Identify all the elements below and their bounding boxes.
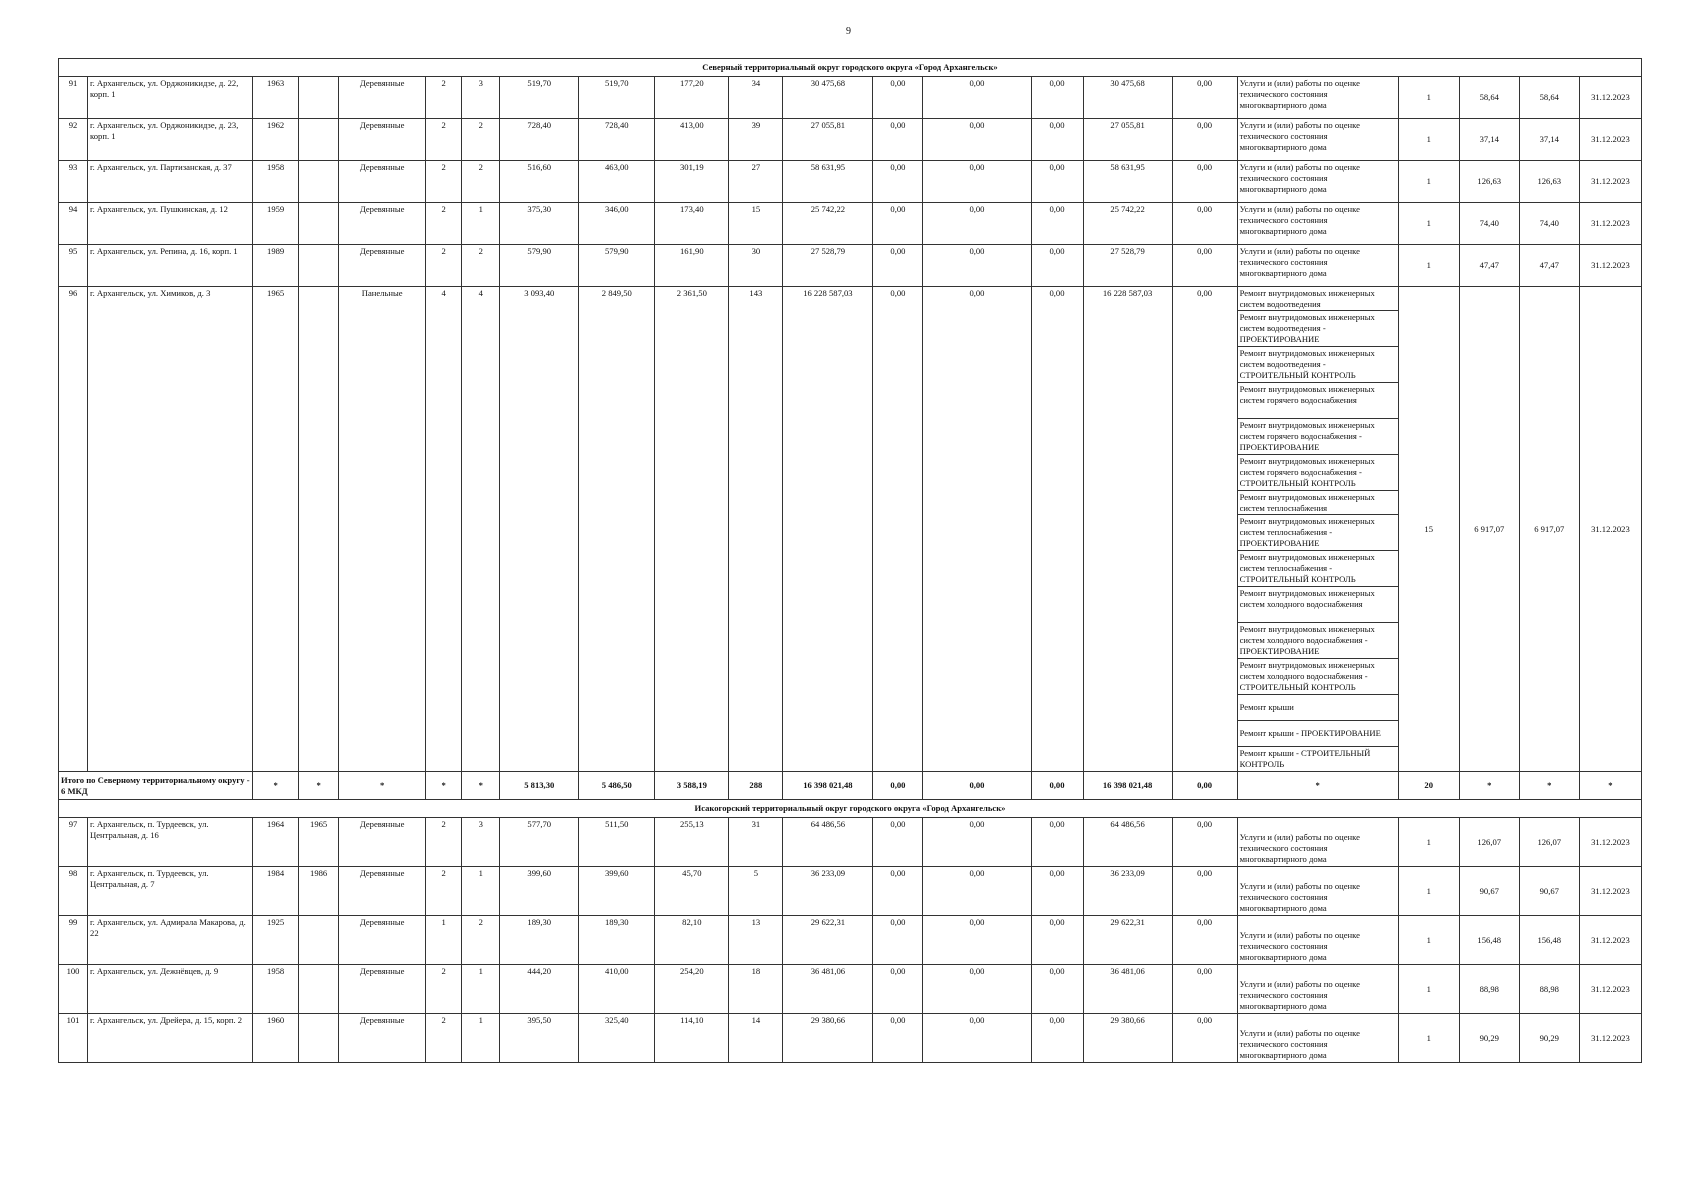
cell-unit-cost: 37,14 [1459, 119, 1519, 161]
cell-unit-cost: 126,63 [1459, 161, 1519, 203]
cell-fund-other: 0,00 [1172, 203, 1237, 245]
cell-fund-reg: 0,00 [923, 287, 1031, 772]
cell-cost-total: 29 380,66 [783, 1014, 873, 1063]
cell-area-res: 728,40 [579, 119, 655, 161]
cell-year-built: 1962 [253, 119, 299, 161]
work-item: Ремонт внутридомовых инженерных систем холодного водоснабжения - ПРОЕКТИРОВАНИЕ [1238, 623, 1398, 659]
total-c3: * [299, 772, 339, 800]
cell-cost-total: 27 055,81 [783, 119, 873, 161]
cell-max-cost: 47,47 [1519, 245, 1579, 287]
cell-fund-owners: 25 742,22 [1083, 203, 1172, 245]
work-item: Ремонт внутридомовых инженерных систем горячего водоснабжения - СТРОИТЕЛЬНЫЙ КОНТРОЛЬ [1238, 455, 1398, 491]
cell-fund-other: 0,00 [1172, 245, 1237, 287]
cell-year-reno [299, 77, 339, 119]
cell-residents: 14 [729, 1014, 783, 1063]
cell-walls: Деревянные [339, 77, 426, 119]
cell-residents: 18 [729, 965, 783, 1014]
cell-fund-reg: 0,00 [923, 916, 1031, 965]
cell-deadline: 31.12.2023 [1579, 245, 1641, 287]
cell-year-built: 1959 [253, 203, 299, 245]
cell-floors: 2 [426, 119, 462, 161]
cell-fund-fond: 0,00 [873, 867, 923, 916]
total-unit-cost: * [1459, 772, 1519, 800]
cell-address: г. Архангельск, ул. Адмирала Макарова, д. 22 [88, 916, 253, 965]
cell-entrances: 1 [462, 965, 500, 1014]
cell-area-total: 519,70 [500, 77, 579, 119]
total-deadline: * [1579, 772, 1641, 800]
cell-fund-fond: 0,00 [873, 161, 923, 203]
cell-address: г. Архангельск, ул. Дежнёвцев, д. 9 [88, 965, 253, 1014]
cell-works: Услуги и (или) работы по оценке технического состояния многоквартирного дома [1237, 965, 1398, 1014]
cell-cost-total: 64 486,56 [783, 818, 873, 867]
cell-walls: Деревянные [339, 965, 426, 1014]
cell-area-res: 325,40 [579, 1014, 655, 1063]
cell-walls: Деревянные [339, 818, 426, 867]
cell-area-res: 399,60 [579, 867, 655, 916]
cell-max-cost: 156,48 [1519, 916, 1579, 965]
cell-area-res: 579,90 [579, 245, 655, 287]
cell-deadline: 31.12.2023 [1579, 1014, 1641, 1063]
cell-year-reno [299, 965, 339, 1014]
total-max-cost: * [1519, 772, 1579, 800]
cell-works-count: 1 [1398, 867, 1459, 916]
work-item: Ремонт внутридомовых инженерных систем водоотведения [1238, 287, 1398, 311]
cell-fund-fond: 0,00 [873, 119, 923, 161]
table-row [59, 161, 1642, 203]
cell-year-built: 1984 [253, 867, 299, 916]
cell-floors: 2 [426, 203, 462, 245]
total-row [59, 772, 1642, 800]
cell-works-count: 1 [1398, 161, 1459, 203]
cell-year-reno [299, 245, 339, 287]
cell-works [1237, 287, 1398, 772]
table-row [59, 245, 1642, 287]
cell-fund-fond: 0,00 [873, 916, 923, 965]
cell-works-count: 1 [1398, 203, 1459, 245]
cell-walls: Панельные [339, 287, 426, 772]
cell-year-reno [299, 916, 339, 965]
cell-deadline: 31.12.2023 [1579, 287, 1641, 772]
work-item: Ремонт крыши - СТРОИТЕЛЬНЫЙ КОНТРОЛЬ [1239, 748, 1371, 769]
cell-fund-other: 0,00 [1172, 287, 1237, 772]
cell-fund-mun: 0,00 [1031, 818, 1083, 867]
work-item: Ремонт внутридомовых инженерных систем водоотведения - ПРОЕКТИРОВАНИЕ [1238, 311, 1398, 347]
cell-area-live: 413,00 [655, 119, 729, 161]
cell-fund-owners: 36 481,06 [1083, 965, 1172, 1014]
cell-unit-cost: 47,47 [1459, 245, 1519, 287]
total-area-total: 5 813,30 [500, 772, 579, 800]
cell-residents: 30 [729, 245, 783, 287]
cell-floors: 2 [426, 818, 462, 867]
table-row [59, 77, 1642, 119]
cell-cost-total: 36 481,06 [783, 965, 873, 1014]
cell-fund-owners: 16 228 587,03 [1083, 287, 1172, 772]
cell-address: г. Архангельск, п. Турдеевск, ул. Центральная, д. 7 [88, 867, 253, 916]
cell-fund-other: 0,00 [1172, 77, 1237, 119]
cell-cost-total: 16 228 587,03 [783, 287, 873, 772]
cell-address: г. Архангельск, ул. Пушкинская, д. 12 [88, 203, 253, 245]
cell-fund-other: 0,00 [1172, 916, 1237, 965]
cell-floors: 2 [426, 245, 462, 287]
cell-area-total: 444,20 [500, 965, 579, 1014]
cell-works: Услуги и (или) работы по оценке технического состояния многоквартирного дома [1237, 203, 1398, 245]
cell-n: 92 [59, 119, 88, 161]
cell-area-total: 577,70 [500, 818, 579, 867]
cell-fund-reg: 0,00 [923, 1014, 1031, 1063]
cell-area-res: 410,00 [579, 965, 655, 1014]
cell-fund-mun: 0,00 [1031, 1014, 1083, 1063]
cell-area-res: 511,50 [579, 818, 655, 867]
cell-fund-fond: 0,00 [873, 965, 923, 1014]
cell-works-count: 1 [1398, 245, 1459, 287]
cell-unit-cost: 156,48 [1459, 916, 1519, 965]
cell-area-live: 173,40 [655, 203, 729, 245]
cell-area-live: 161,90 [655, 245, 729, 287]
cell-year-built: 1965 [253, 287, 299, 772]
cell-unit-cost: 6 917,07 [1459, 287, 1519, 772]
cell-fund-reg: 0,00 [923, 203, 1031, 245]
cell-max-cost: 74,40 [1519, 203, 1579, 245]
cell-works: Услуги и (или) работы по оценке технического состояния многоквартирного дома [1237, 1014, 1398, 1063]
cell-deadline: 31.12.2023 [1579, 119, 1641, 161]
cell-floors: 2 [426, 161, 462, 203]
cell-fund-mun: 0,00 [1031, 287, 1083, 772]
cell-year-built: 1989 [253, 245, 299, 287]
page-number: 9 [846, 26, 851, 37]
cell-area-total: 728,40 [500, 119, 579, 161]
cell-works: Услуги и (или) работы по оценке технического состояния многоквартирного дома [1237, 77, 1398, 119]
cell-area-live: 114,10 [655, 1014, 729, 1063]
cell-works-count: 15 [1398, 287, 1459, 772]
cell-n: 93 [59, 161, 88, 203]
cell-year-built: 1958 [253, 161, 299, 203]
cell-fund-fond: 0,00 [873, 203, 923, 245]
cell-entrances: 2 [462, 119, 500, 161]
cell-year-reno: 1965 [299, 818, 339, 867]
cell-walls: Деревянные [339, 161, 426, 203]
cell-fund-mun: 0,00 [1031, 119, 1083, 161]
total-residents: 288 [729, 772, 783, 800]
cell-entrances: 2 [462, 916, 500, 965]
cell-fund-mun: 0,00 [1031, 203, 1083, 245]
cell-fund-mun: 0,00 [1031, 916, 1083, 965]
cell-year-built: 1925 [253, 916, 299, 965]
cell-fund-reg: 0,00 [923, 245, 1031, 287]
cell-address: г. Архангельск, ул. Орджоникидзе, д. 23, корп. 1 [88, 119, 253, 161]
cell-area-total: 395,50 [500, 1014, 579, 1063]
cell-year-built: 1963 [253, 77, 299, 119]
cell-year-reno [299, 203, 339, 245]
cell-walls: Деревянные [339, 867, 426, 916]
cell-walls: Деревянные [339, 119, 426, 161]
cell-works-count: 1 [1398, 1014, 1459, 1063]
cell-entrances: 3 [462, 818, 500, 867]
work-item: Ремонт внутридомовых инженерных систем теплоснабжения - СТРОИТЕЛЬНЫЙ КОНТРОЛЬ [1238, 551, 1398, 587]
cell-year-reno [299, 119, 339, 161]
cell-residents: 39 [729, 119, 783, 161]
cell-fund-owners: 27 528,79 [1083, 245, 1172, 287]
cell-walls: Деревянные [339, 245, 426, 287]
cell-n: 101 [59, 1014, 88, 1063]
cell-max-cost: 90,67 [1519, 867, 1579, 916]
cell-walls: Деревянные [339, 1014, 426, 1063]
cell-works-count: 1 [1398, 77, 1459, 119]
cell-fund-reg: 0,00 [923, 818, 1031, 867]
cell-works-count: 1 [1398, 818, 1459, 867]
cell-n: 94 [59, 203, 88, 245]
cell-fund-other: 0,00 [1172, 1014, 1237, 1063]
cell-entrances: 3 [462, 77, 500, 119]
cell-works: Услуги и (или) работы по оценке технического состояния многоквартирного дома [1237, 119, 1398, 161]
cell-max-cost: 90,29 [1519, 1014, 1579, 1063]
cell-fund-mun: 0,00 [1031, 77, 1083, 119]
cell-entrances: 1 [462, 867, 500, 916]
cell-entrances: 1 [462, 203, 500, 245]
cell-fund-other: 0,00 [1172, 965, 1237, 1014]
cell-year-reno: 1986 [299, 867, 339, 916]
total-fund-fond: 0,00 [873, 772, 923, 800]
cell-area-total: 399,60 [500, 867, 579, 916]
total-fund-mun: 0,00 [1031, 772, 1083, 800]
cell-area-res: 463,00 [579, 161, 655, 203]
work-item: Ремонт внутридомовых инженерных систем теплоснабжения [1238, 491, 1398, 515]
cell-works-count: 1 [1398, 119, 1459, 161]
cell-fund-reg: 0,00 [923, 867, 1031, 916]
cell-max-cost: 58,64 [1519, 77, 1579, 119]
cell-cost-total: 58 631,95 [783, 161, 873, 203]
cell-max-cost: 37,14 [1519, 119, 1579, 161]
cell-fund-owners: 36 233,09 [1083, 867, 1172, 916]
cell-area-live: 82,10 [655, 916, 729, 965]
cell-address: г. Архангельск, п. Турдеевск, ул. Центральная, д. 16 [88, 818, 253, 867]
total-works-count: 20 [1398, 772, 1459, 800]
cell-unit-cost: 58,64 [1459, 77, 1519, 119]
cell-floors: 2 [426, 965, 462, 1014]
table-row [59, 867, 1642, 916]
cell-entrances: 4 [462, 287, 500, 772]
cell-cost-total: 27 528,79 [783, 245, 873, 287]
cell-walls: Деревянные [339, 916, 426, 965]
cell-works: Услуги и (или) работы по оценке технического состояния многоквартирного дома [1237, 818, 1398, 867]
cell-fund-fond: 0,00 [873, 77, 923, 119]
cell-unit-cost: 88,98 [1459, 965, 1519, 1014]
district-title: Исакогорский территориальный округ городского округа «Город Архангельск» [59, 800, 1642, 818]
cell-fund-owners: 29 380,66 [1083, 1014, 1172, 1063]
total-area-live: 3 588,19 [655, 772, 729, 800]
cell-fund-owners: 29 622,31 [1083, 916, 1172, 965]
cell-works-count: 1 [1398, 916, 1459, 965]
total-fund-other: 0,00 [1172, 772, 1237, 800]
cell-area-total: 189,30 [500, 916, 579, 965]
cell-year-built: 1958 [253, 965, 299, 1014]
cell-address: г. Архангельск, ул. Репина, д. 16, корп. 1 [88, 245, 253, 287]
cell-n: 96 [59, 287, 88, 772]
total-fund-owners: 16 398 021,48 [1083, 772, 1172, 800]
cell-fund-reg: 0,00 [923, 77, 1031, 119]
cell-unit-cost: 90,29 [1459, 1014, 1519, 1063]
cell-area-live: 177,20 [655, 77, 729, 119]
cell-works: Услуги и (или) работы по оценке технического состояния многоквартирного дома [1237, 161, 1398, 203]
cell-max-cost: 6 917,07 [1519, 287, 1579, 772]
cell-unit-cost: 126,07 [1459, 818, 1519, 867]
cell-area-res: 189,30 [579, 916, 655, 965]
cell-address: г. Архангельск, ул. Партизанская, д. 37 [88, 161, 253, 203]
cell-fund-other: 0,00 [1172, 818, 1237, 867]
cell-area-res: 2 849,50 [579, 287, 655, 772]
cell-fund-other: 0,00 [1172, 119, 1237, 161]
cell-n: 98 [59, 867, 88, 916]
cell-area-live: 301,19 [655, 161, 729, 203]
cell-walls: Деревянные [339, 203, 426, 245]
cell-area-res: 346,00 [579, 203, 655, 245]
work-item: Ремонт внутридомовых инженерных систем холодного водоснабжения - СТРОИТЕЛЬНЫЙ КОНТРОЛЬ [1238, 659, 1398, 695]
cell-area-total: 579,90 [500, 245, 579, 287]
cell-year-built: 1964 [253, 818, 299, 867]
cell-year-reno [299, 287, 339, 772]
cell-cost-total: 29 622,31 [783, 916, 873, 965]
cell-max-cost: 88,98 [1519, 965, 1579, 1014]
cell-unit-cost: 90,67 [1459, 867, 1519, 916]
cell-year-built: 1960 [253, 1014, 299, 1063]
cell-residents: 34 [729, 77, 783, 119]
cell-area-total: 375,30 [500, 203, 579, 245]
cell-fund-owners: 30 475,68 [1083, 77, 1172, 119]
cell-address: г. Архангельск, ул. Орджоникидзе, д. 22, корп. 1 [88, 77, 253, 119]
cell-residents: 31 [729, 818, 783, 867]
cell-n: 100 [59, 965, 88, 1014]
cell-area-total: 516,60 [500, 161, 579, 203]
cell-fund-fond: 0,00 [873, 1014, 923, 1063]
total-works: * [1237, 772, 1398, 800]
cell-works: Услуги и (или) работы по оценке технического состояния многоквартирного дома [1237, 916, 1398, 965]
table-row [59, 203, 1642, 245]
cell-residents: 27 [729, 161, 783, 203]
cell-area-live: 254,20 [655, 965, 729, 1014]
cell-area-total: 3 093,40 [500, 287, 579, 772]
cell-floors: 1 [426, 916, 462, 965]
cell-fund-mun: 0,00 [1031, 161, 1083, 203]
cell-deadline: 31.12.2023 [1579, 818, 1641, 867]
cell-cost-total: 36 233,09 [783, 867, 873, 916]
cell-n: 91 [59, 77, 88, 119]
total-fund-reg: 0,00 [923, 772, 1031, 800]
cell-fund-other: 0,00 [1172, 867, 1237, 916]
table-row [59, 1014, 1642, 1063]
district-header-row [59, 59, 1642, 77]
cell-year-reno [299, 161, 339, 203]
cell-entrances: 1 [462, 1014, 500, 1063]
table-row [59, 818, 1642, 867]
cell-residents: 143 [729, 287, 783, 772]
work-item: Ремонт внутридомовых инженерных систем водоотведения - СТРОИТЕЛЬНЫЙ КОНТРОЛЬ [1238, 347, 1398, 383]
cell-floors: 2 [426, 867, 462, 916]
table-body [59, 59, 1642, 1063]
total-c4: * [339, 772, 426, 800]
cell-area-live: 45,70 [655, 867, 729, 916]
repair-program-table [58, 58, 1642, 1063]
table-row [59, 965, 1642, 1014]
cell-fund-reg: 0,00 [923, 119, 1031, 161]
cell-unit-cost: 74,40 [1459, 203, 1519, 245]
cell-cost-total: 30 475,68 [783, 77, 873, 119]
work-item: Ремонт внутридомовых инженерных систем холодного водоснабжения [1238, 587, 1398, 623]
cell-fund-fond: 0,00 [873, 818, 923, 867]
work-item: Ремонт внутридомовых инженерных систем горячего водоснабжения - ПРОЕКТИРОВАНИЕ [1238, 419, 1398, 455]
cell-area-live: 2 361,50 [655, 287, 729, 772]
table-row [59, 119, 1642, 161]
cell-n: 99 [59, 916, 88, 965]
cell-max-cost: 126,63 [1519, 161, 1579, 203]
cell-cost-total: 25 742,22 [783, 203, 873, 245]
cell-fund-owners: 27 055,81 [1083, 119, 1172, 161]
total-area-res: 5 486,50 [579, 772, 655, 800]
cell-fund-other: 0,00 [1172, 161, 1237, 203]
cell-address: г. Архангельск, ул. Дрейера, д. 15, корп. 2 [88, 1014, 253, 1063]
total-label: Итого по Северному территориальному округу - 6 МКД [59, 772, 253, 800]
cell-fund-mun: 0,00 [1031, 965, 1083, 1014]
cell-n: 97 [59, 818, 88, 867]
cell-fund-owners: 58 631,95 [1083, 161, 1172, 203]
cell-residents: 5 [729, 867, 783, 916]
cell-deadline: 31.12.2023 [1579, 867, 1641, 916]
cell-deadline: 31.12.2023 [1579, 965, 1641, 1014]
cell-residents: 13 [729, 916, 783, 965]
total-cost-total: 16 398 021,48 [783, 772, 873, 800]
cell-residents: 15 [729, 203, 783, 245]
cell-fund-fond: 0,00 [873, 287, 923, 772]
table-row [59, 287, 1642, 772]
cell-n: 95 [59, 245, 88, 287]
total-c5: * [426, 772, 462, 800]
cell-area-res: 519,70 [579, 77, 655, 119]
cell-max-cost: 126,07 [1519, 818, 1579, 867]
cell-fund-owners: 64 486,56 [1083, 818, 1172, 867]
cell-floors: 2 [426, 1014, 462, 1063]
cell-address: г. Архангельск, ул. Химиков, д. 3 [88, 287, 253, 772]
cell-floors: 2 [426, 77, 462, 119]
work-item: Ремонт крыши - ПРОЕКТИРОВАНИЕ [1238, 721, 1398, 747]
cell-works-count: 1 [1398, 965, 1459, 1014]
cell-entrances: 2 [462, 161, 500, 203]
district-title: Северный территориальный округ городского округа «Город Архангельск» [59, 59, 1642, 77]
cell-fund-mun: 0,00 [1031, 867, 1083, 916]
work-item: Ремонт внутридомовых инженерных систем горячего водоснабжения [1238, 383, 1398, 419]
cell-deadline: 31.12.2023 [1579, 203, 1641, 245]
total-c2: * [253, 772, 299, 800]
cell-entrances: 2 [462, 245, 500, 287]
total-c6: * [462, 772, 500, 800]
cell-works: Услуги и (или) работы по оценке технического состояния многоквартирного дома [1237, 245, 1398, 287]
work-item: Ремонт крыши [1238, 695, 1398, 721]
cell-fund-fond: 0,00 [873, 245, 923, 287]
cell-works: Услуги и (или) работы по оценке технического состояния многоквартирного дома [1237, 867, 1398, 916]
cell-deadline: 31.12.2023 [1579, 77, 1641, 119]
table-row [59, 916, 1642, 965]
cell-fund-mun: 0,00 [1031, 245, 1083, 287]
district-header-row [59, 800, 1642, 818]
cell-year-reno [299, 1014, 339, 1063]
cell-fund-reg: 0,00 [923, 965, 1031, 1014]
cell-deadline: 31.12.2023 [1579, 161, 1641, 203]
cell-deadline: 31.12.2023 [1579, 916, 1641, 965]
cell-fund-reg: 0,00 [923, 161, 1031, 203]
work-item: Ремонт внутридомовых инженерных систем теплоснабжения - ПРОЕКТИРОВАНИЕ [1238, 515, 1398, 551]
cell-floors: 4 [426, 287, 462, 772]
cell-area-live: 255,13 [655, 818, 729, 867]
